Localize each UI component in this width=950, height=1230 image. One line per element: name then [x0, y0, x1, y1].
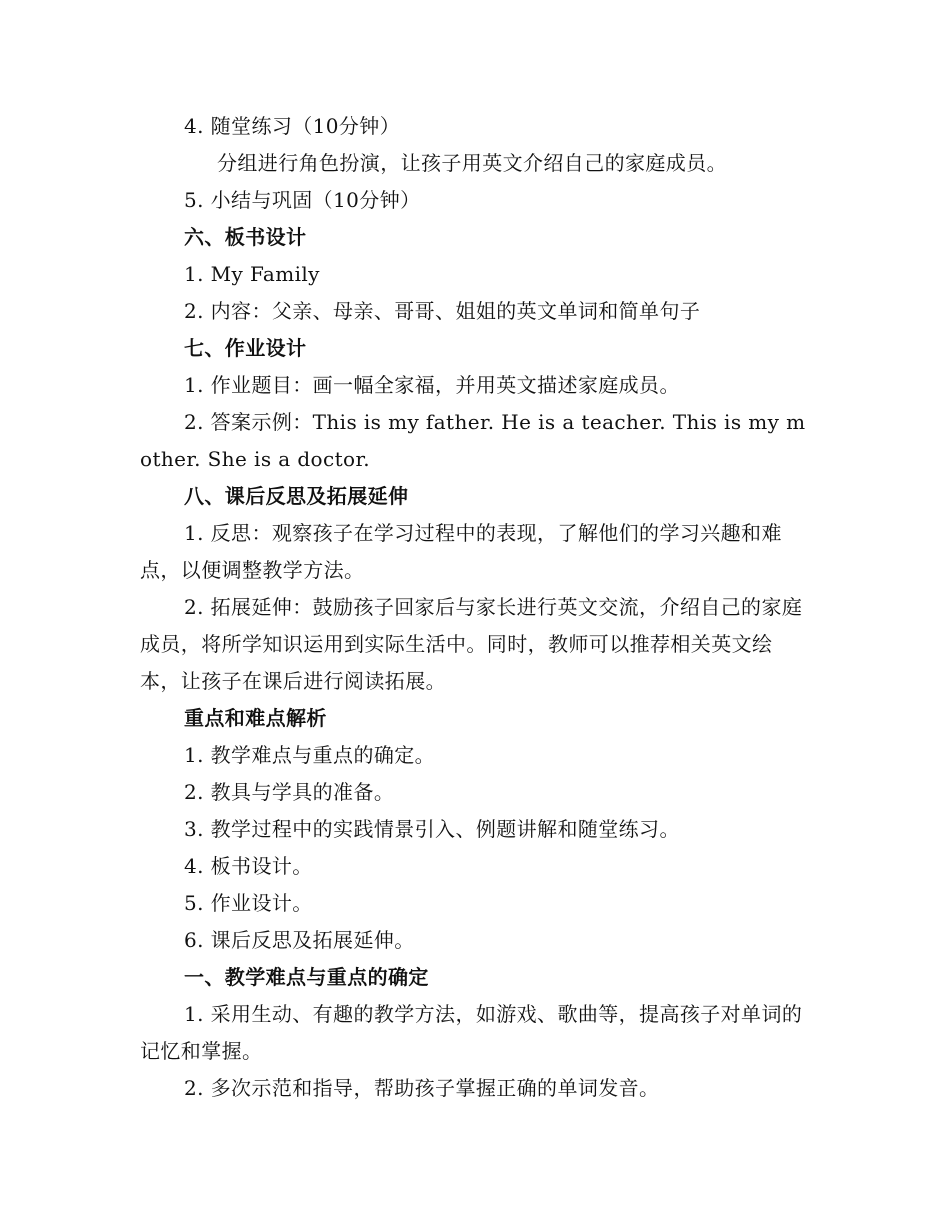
list-item-extension: 2. 拓展延伸：鼓励孩子回家后与家长进行英文交流，介绍自己的家庭成员，将所学知识运用到实际生活中。同时，教师可以推荐相关英文绘本，让孩子在课后进行阅读拓展。 [140, 595, 803, 693]
list-item-practice: 4. 随堂练习（10分钟） [184, 114, 401, 138]
list-item-key-3: 3. 教学过程中的实践情景引入、例题讲解和随堂练习。 [184, 817, 680, 841]
list-item-blackboard-title: 1. My Family [184, 262, 320, 286]
list-item-key-4: 4. 板书设计。 [184, 854, 313, 878]
list-item-key-2: 2. 教具与学具的准备。 [184, 780, 395, 804]
section-heading-key-points: 重点和难点解析 [184, 706, 327, 730]
section-heading-reflection: 八、课后反思及拓展延伸 [184, 484, 409, 508]
section-heading-blackboard: 六、板书设计 [184, 225, 307, 249]
list-item-key-6: 6. 课后反思及拓展延伸。 [184, 928, 415, 952]
list-item-difficulty-2: 2. 多次示范和指导，帮助孩子掌握正确的单词发音。 [184, 1076, 660, 1100]
section-heading-difficulty: 一、教学难点与重点的确定 [184, 965, 429, 989]
document-body [140, 108, 810, 1107]
section-heading-homework: 七、作业设计 [184, 336, 307, 360]
list-item-homework-answer: 2. 答案示例：This is my father. He is a teacher. This is my mother. She is a doctor. [140, 410, 806, 471]
list-item-key-1: 1. 教学难点与重点的确定。 [184, 743, 436, 767]
list-item-difficulty-1: 1. 采用生动、有趣的教学方法，如游戏、歌曲等，提高孩子对单词的记忆和掌握。 [140, 1002, 803, 1063]
list-item-blackboard-content: 2. 内容：父亲、母亲、哥哥、姐姐的英文单词和简单句子 [184, 299, 701, 323]
list-item-homework-topic: 1. 作业题目：画一幅全家福，并用英文描述家庭成员。 [184, 373, 680, 397]
list-item-key-5: 5. 作业设计。 [184, 891, 313, 915]
list-item-reflection: 1. 反思：观察孩子在学习过程中的表现，了解他们的学习兴趣和难点，以便调整教学方法。 [140, 521, 782, 582]
practice-description: 分组进行角色扮演，让孩子用英文介绍自己的家庭成员。 [217, 151, 727, 175]
list-item-summary: 5. 小结与巩固（10分钟） [184, 188, 421, 212]
